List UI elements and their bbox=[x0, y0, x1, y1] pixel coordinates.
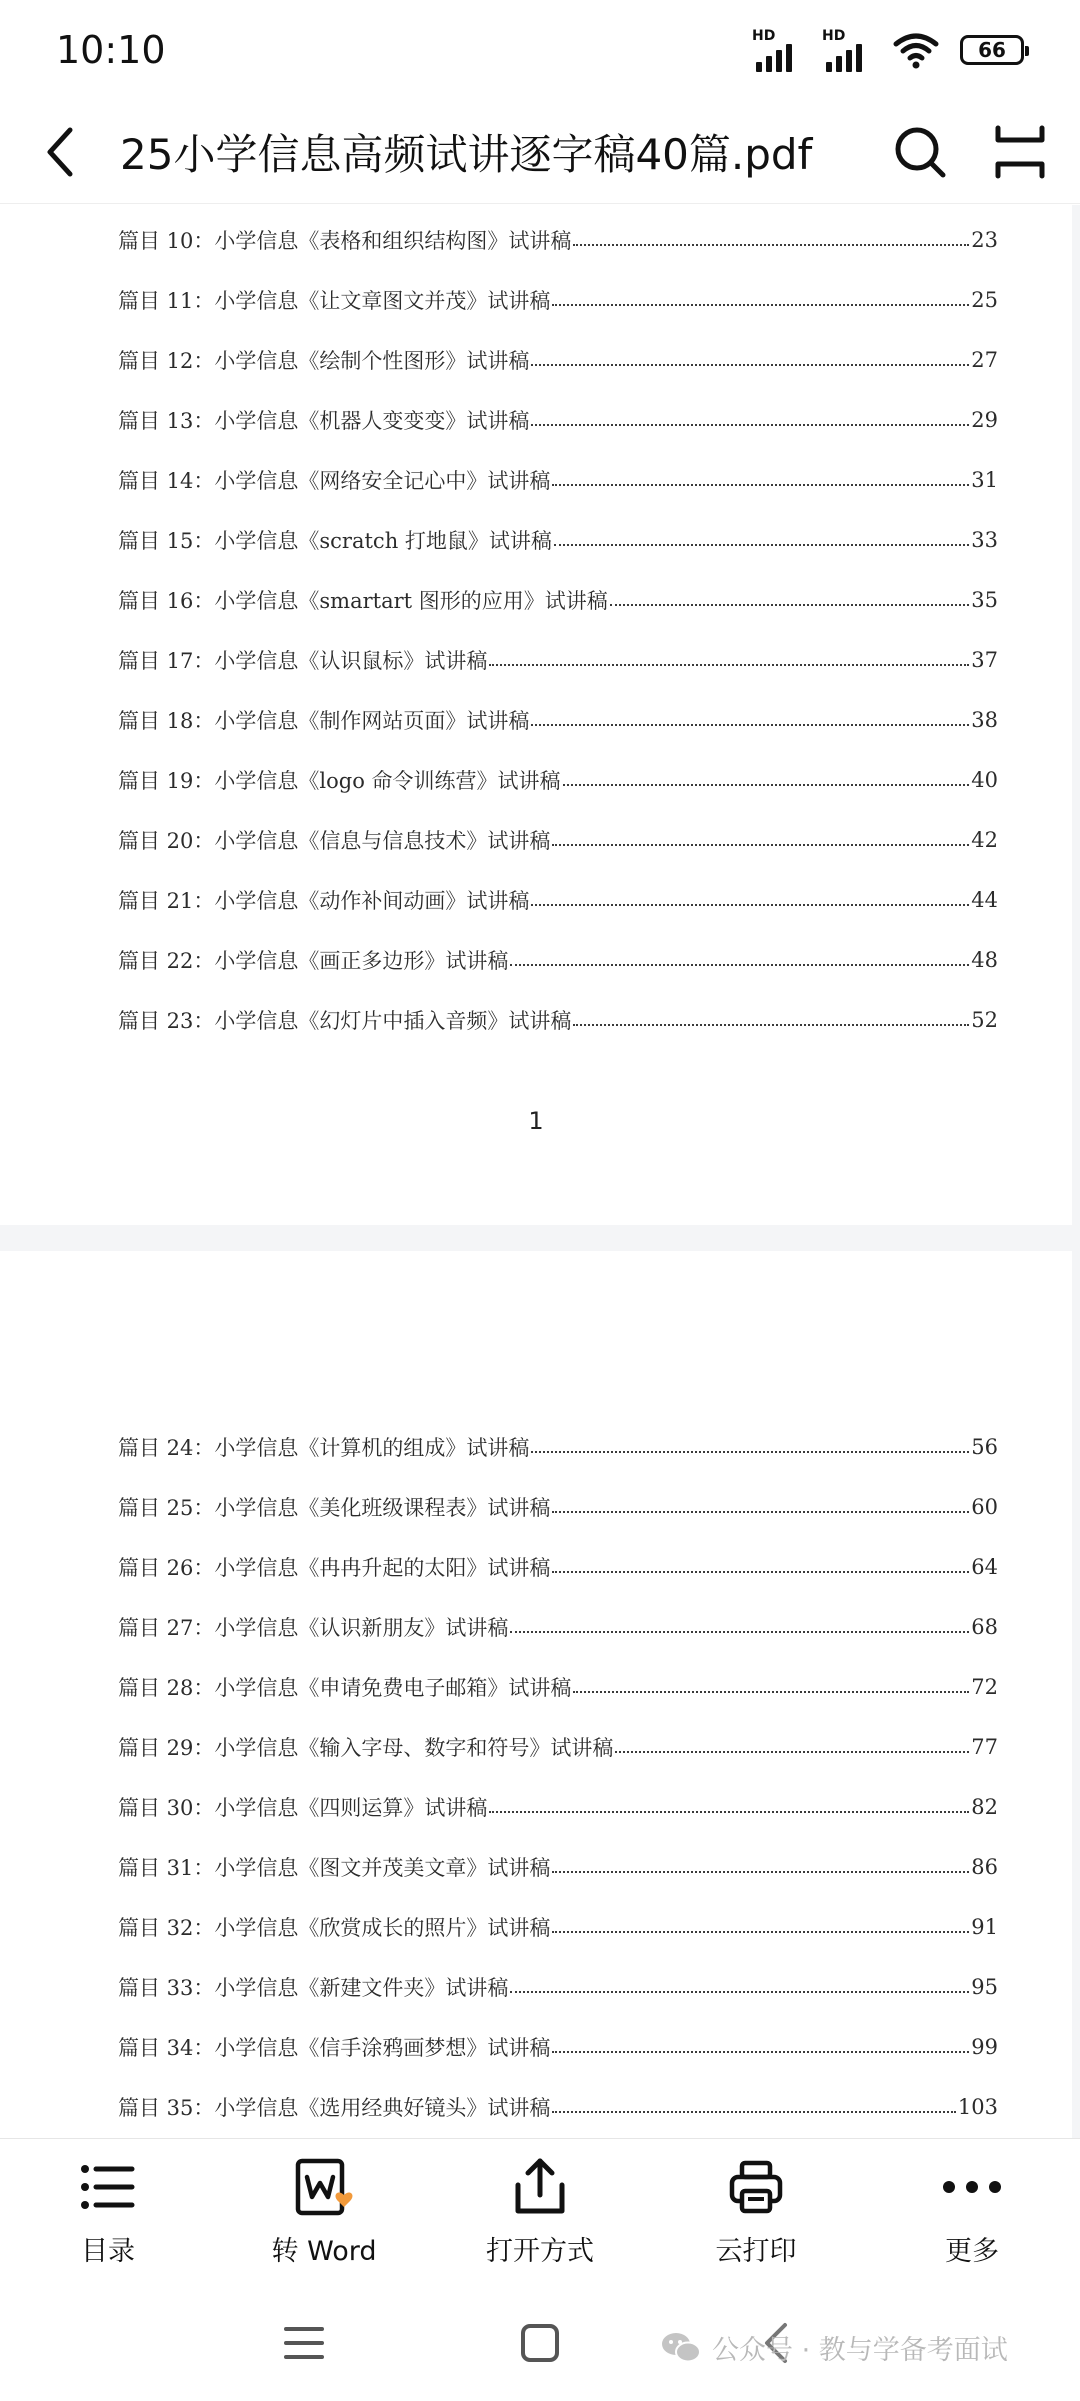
status-bar bbox=[0, 0, 1080, 100]
toc-entry[interactable]: 篇目 19：小学信息《logo 命令训练营》试讲稿 40 bbox=[118, 768, 998, 793]
convert-word-label: 转 Word bbox=[271, 2236, 377, 2267]
system-navigation-bar bbox=[0, 2288, 1080, 2401]
toc-entry[interactable]: 篇目 31：小学信息《图文并茂美文章》试讲稿 86 bbox=[118, 1855, 998, 1880]
more-label: 更多 bbox=[945, 2236, 999, 2267]
nav-menu-button[interactable] bbox=[264, 2308, 344, 2378]
signal-hd-label: HD bbox=[822, 28, 846, 44]
pdf-page-2 bbox=[0, 1251, 1072, 2138]
toc-entry[interactable]: 篇目 32：小学信息《欣赏成长的照片》试讲稿 91 bbox=[118, 1915, 998, 1940]
bottom-toolbar bbox=[0, 2138, 1080, 2288]
toc-button-label: 目录 bbox=[81, 2236, 135, 2267]
page-number: 1 bbox=[528, 1107, 544, 1135]
toc-entry[interactable]: 篇目 26：小学信息《冉冉升起的太阳》试讲稿 64 bbox=[118, 1555, 998, 1580]
toc-entry[interactable]: 篇目 16：小学信息《smartart 图形的应用》试讲稿 35 bbox=[118, 588, 998, 613]
back-icon bbox=[40, 124, 80, 180]
top-bar bbox=[0, 100, 1080, 204]
wechat-icon bbox=[660, 2330, 702, 2366]
search-icon bbox=[892, 124, 948, 180]
watermark bbox=[660, 2328, 1008, 2367]
document-viewer[interactable] bbox=[0, 205, 1080, 2138]
watermark-text: 公众号 · 教与学备考面试 bbox=[712, 2335, 1008, 2366]
reading-mode-icon bbox=[992, 124, 1048, 180]
toc-entry[interactable]: 篇目 25：小学信息《美化班级课程表》试讲稿 60 bbox=[118, 1495, 998, 1520]
toc-entry[interactable]: 篇目 23：小学信息《幻灯片中插入音频》试讲稿 52 bbox=[118, 1008, 998, 1033]
signal-hd-label: HD bbox=[752, 28, 776, 44]
nav-home-button[interactable] bbox=[500, 2308, 580, 2378]
convert-word-button[interactable] bbox=[240, 2139, 408, 2289]
toc-entry[interactable]: 篇目 15：小学信息《scratch 打地鼠》试讲稿 33 bbox=[118, 528, 998, 553]
toc-entry[interactable]: 篇目 10：小学信息《表格和组织结构图》试讲稿 23 bbox=[118, 228, 998, 253]
convert-word-icon bbox=[292, 2155, 356, 2219]
pdf-page-1 bbox=[0, 205, 1072, 1225]
toc-entry[interactable]: 篇目 30：小学信息《四则运算》试讲稿 82 bbox=[118, 1795, 998, 1820]
more-icon bbox=[940, 2177, 1004, 2197]
toc-entry[interactable]: 篇目 34：小学信息《信手涂鸦画梦想》试讲稿 99 bbox=[118, 2035, 998, 2060]
toc-entry[interactable]: 篇目 11：小学信息《让文章图文并茂》试讲稿 25 bbox=[118, 288, 998, 313]
toc-entry[interactable]: 篇目 14：小学信息《网络安全记心中》试讲稿 31 bbox=[118, 468, 998, 493]
toc-entry[interactable]: 篇目 12：小学信息《绘制个性图形》试讲稿 27 bbox=[118, 348, 998, 373]
toc-entry[interactable]: 篇目 35：小学信息《选用经典好镜头》试讲稿 103 bbox=[118, 2095, 998, 2120]
toc-entry[interactable]: 篇目 18：小学信息《制作网站页面》试讲稿 38 bbox=[118, 708, 998, 733]
reading-mode-button[interactable] bbox=[970, 100, 1070, 204]
toc-entry[interactable]: 篇目 13：小学信息《机器人变变变》试讲稿 29 bbox=[118, 408, 998, 433]
toc-entry[interactable]: 篇目 22：小学信息《画正多边形》试讲稿 48 bbox=[118, 948, 998, 973]
toc-entry[interactable]: 篇目 33：小学信息《新建文件夹》试讲稿 95 bbox=[118, 1975, 998, 2000]
signal-icon bbox=[752, 28, 806, 72]
toc-entry[interactable]: 篇目 27：小学信息《认识新朋友》试讲稿 68 bbox=[118, 1615, 998, 1640]
toc-entry[interactable]: 篇目 17：小学信息《认识鼠标》试讲稿 37 bbox=[118, 648, 998, 673]
open-with-button[interactable] bbox=[456, 2139, 624, 2289]
battery-icon bbox=[960, 35, 1024, 65]
menu-icon bbox=[284, 2325, 324, 2361]
toc-entry[interactable]: 篇目 20：小学信息《信息与信息技术》试讲稿 42 bbox=[118, 828, 998, 853]
printer-icon bbox=[726, 2157, 786, 2217]
toc-entry[interactable]: 篇目 29：小学信息《输入字母、数字和符号》试讲稿 77 bbox=[118, 1735, 998, 1760]
toc-entry[interactable]: 篇目 24：小学信息《计算机的组成》试讲稿 56 bbox=[118, 1435, 998, 1460]
document-title: 25小学信息高频试讲逐字稿40篇.pdf bbox=[120, 129, 813, 179]
wifi-icon bbox=[892, 30, 940, 70]
back-button[interactable] bbox=[0, 100, 120, 204]
cloud-print-label: 云打印 bbox=[715, 2236, 797, 2267]
search-button[interactable] bbox=[870, 100, 970, 204]
toc-button[interactable] bbox=[24, 2139, 192, 2289]
toc-entry[interactable]: 篇目 28：小学信息《申请免费电子邮箱》试讲稿 72 bbox=[118, 1675, 998, 1700]
list-icon bbox=[78, 2159, 138, 2215]
cloud-print-button[interactable] bbox=[672, 2139, 840, 2289]
status-time: 10:10 bbox=[56, 28, 166, 72]
signal-icon bbox=[822, 28, 876, 72]
status-icons bbox=[752, 28, 1024, 72]
share-icon bbox=[510, 2155, 570, 2219]
home-icon bbox=[520, 2323, 560, 2363]
toc-entry[interactable]: 篇目 21：小学信息《动作补间动画》试讲稿 44 bbox=[118, 888, 998, 913]
battery-level: 66 bbox=[978, 38, 1006, 62]
open-with-label: 打开方式 bbox=[486, 2236, 594, 2267]
more-button[interactable] bbox=[888, 2139, 1056, 2289]
